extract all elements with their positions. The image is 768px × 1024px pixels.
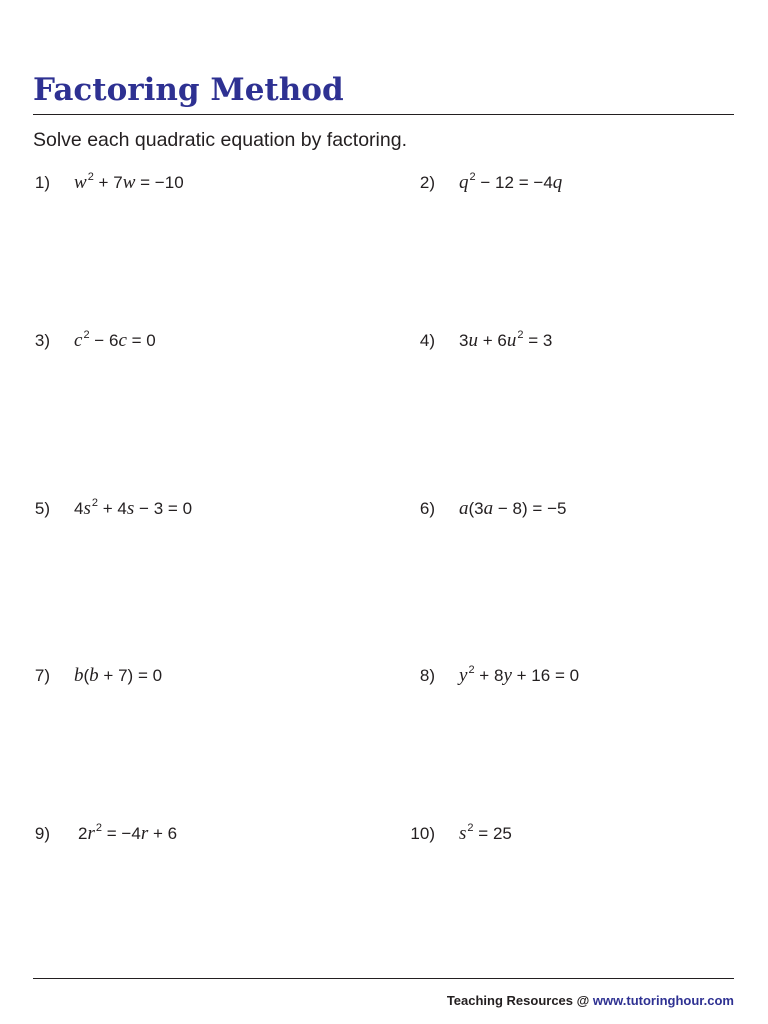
- problem-number: 1): [34, 173, 50, 192]
- problem-number: 4): [419, 331, 435, 350]
- footer-label: Teaching Resources @: [446, 993, 590, 1008]
- problem-equation: $w^2 + 7w = -10$: [74, 171, 184, 193]
- problem-number: 3): [34, 331, 50, 350]
- title-divider: [33, 114, 734, 115]
- problem-number: 7): [34, 666, 50, 685]
- worksheet-title: Factoring Method: [33, 72, 344, 108]
- problem-number: 5): [34, 499, 50, 518]
- problem-number: 8): [419, 666, 435, 685]
- footer-divider: [33, 978, 734, 979]
- problem-equation: $s^2 = 25$: [459, 822, 512, 844]
- footer-link[interactable]: www.tutoringhour.com: [592, 993, 734, 1008]
- problem-equation: b(b + 7) = 0: [74, 665, 163, 686]
- problem-equation: $3u + 6u^2 = 3$: [459, 329, 553, 351]
- problem-number: 2): [419, 173, 435, 192]
- problem-equation: $4s^2 + 4s - 3 = 0$: [74, 497, 193, 519]
- worksheet-instructions: Solve each quadratic equation by factoring.: [33, 129, 407, 151]
- problem-equation: $2r^2 = -4r + 6$: [78, 822, 178, 844]
- problem-equation: $c^2 - 6c = 0$: [74, 329, 156, 351]
- problem-number: 6): [419, 499, 435, 518]
- problem-equation: a(3a − 8) = −5: [459, 498, 567, 519]
- footer-credit: [447, 991, 734, 1011]
- problem-equation: $y^2 + 8y + 16 = 0$: [459, 664, 580, 686]
- problem-number: 9): [34, 824, 50, 843]
- problem-number: 10): [410, 824, 435, 843]
- problem-equation: $q^2 - 12 = -4q$: [459, 171, 563, 193]
